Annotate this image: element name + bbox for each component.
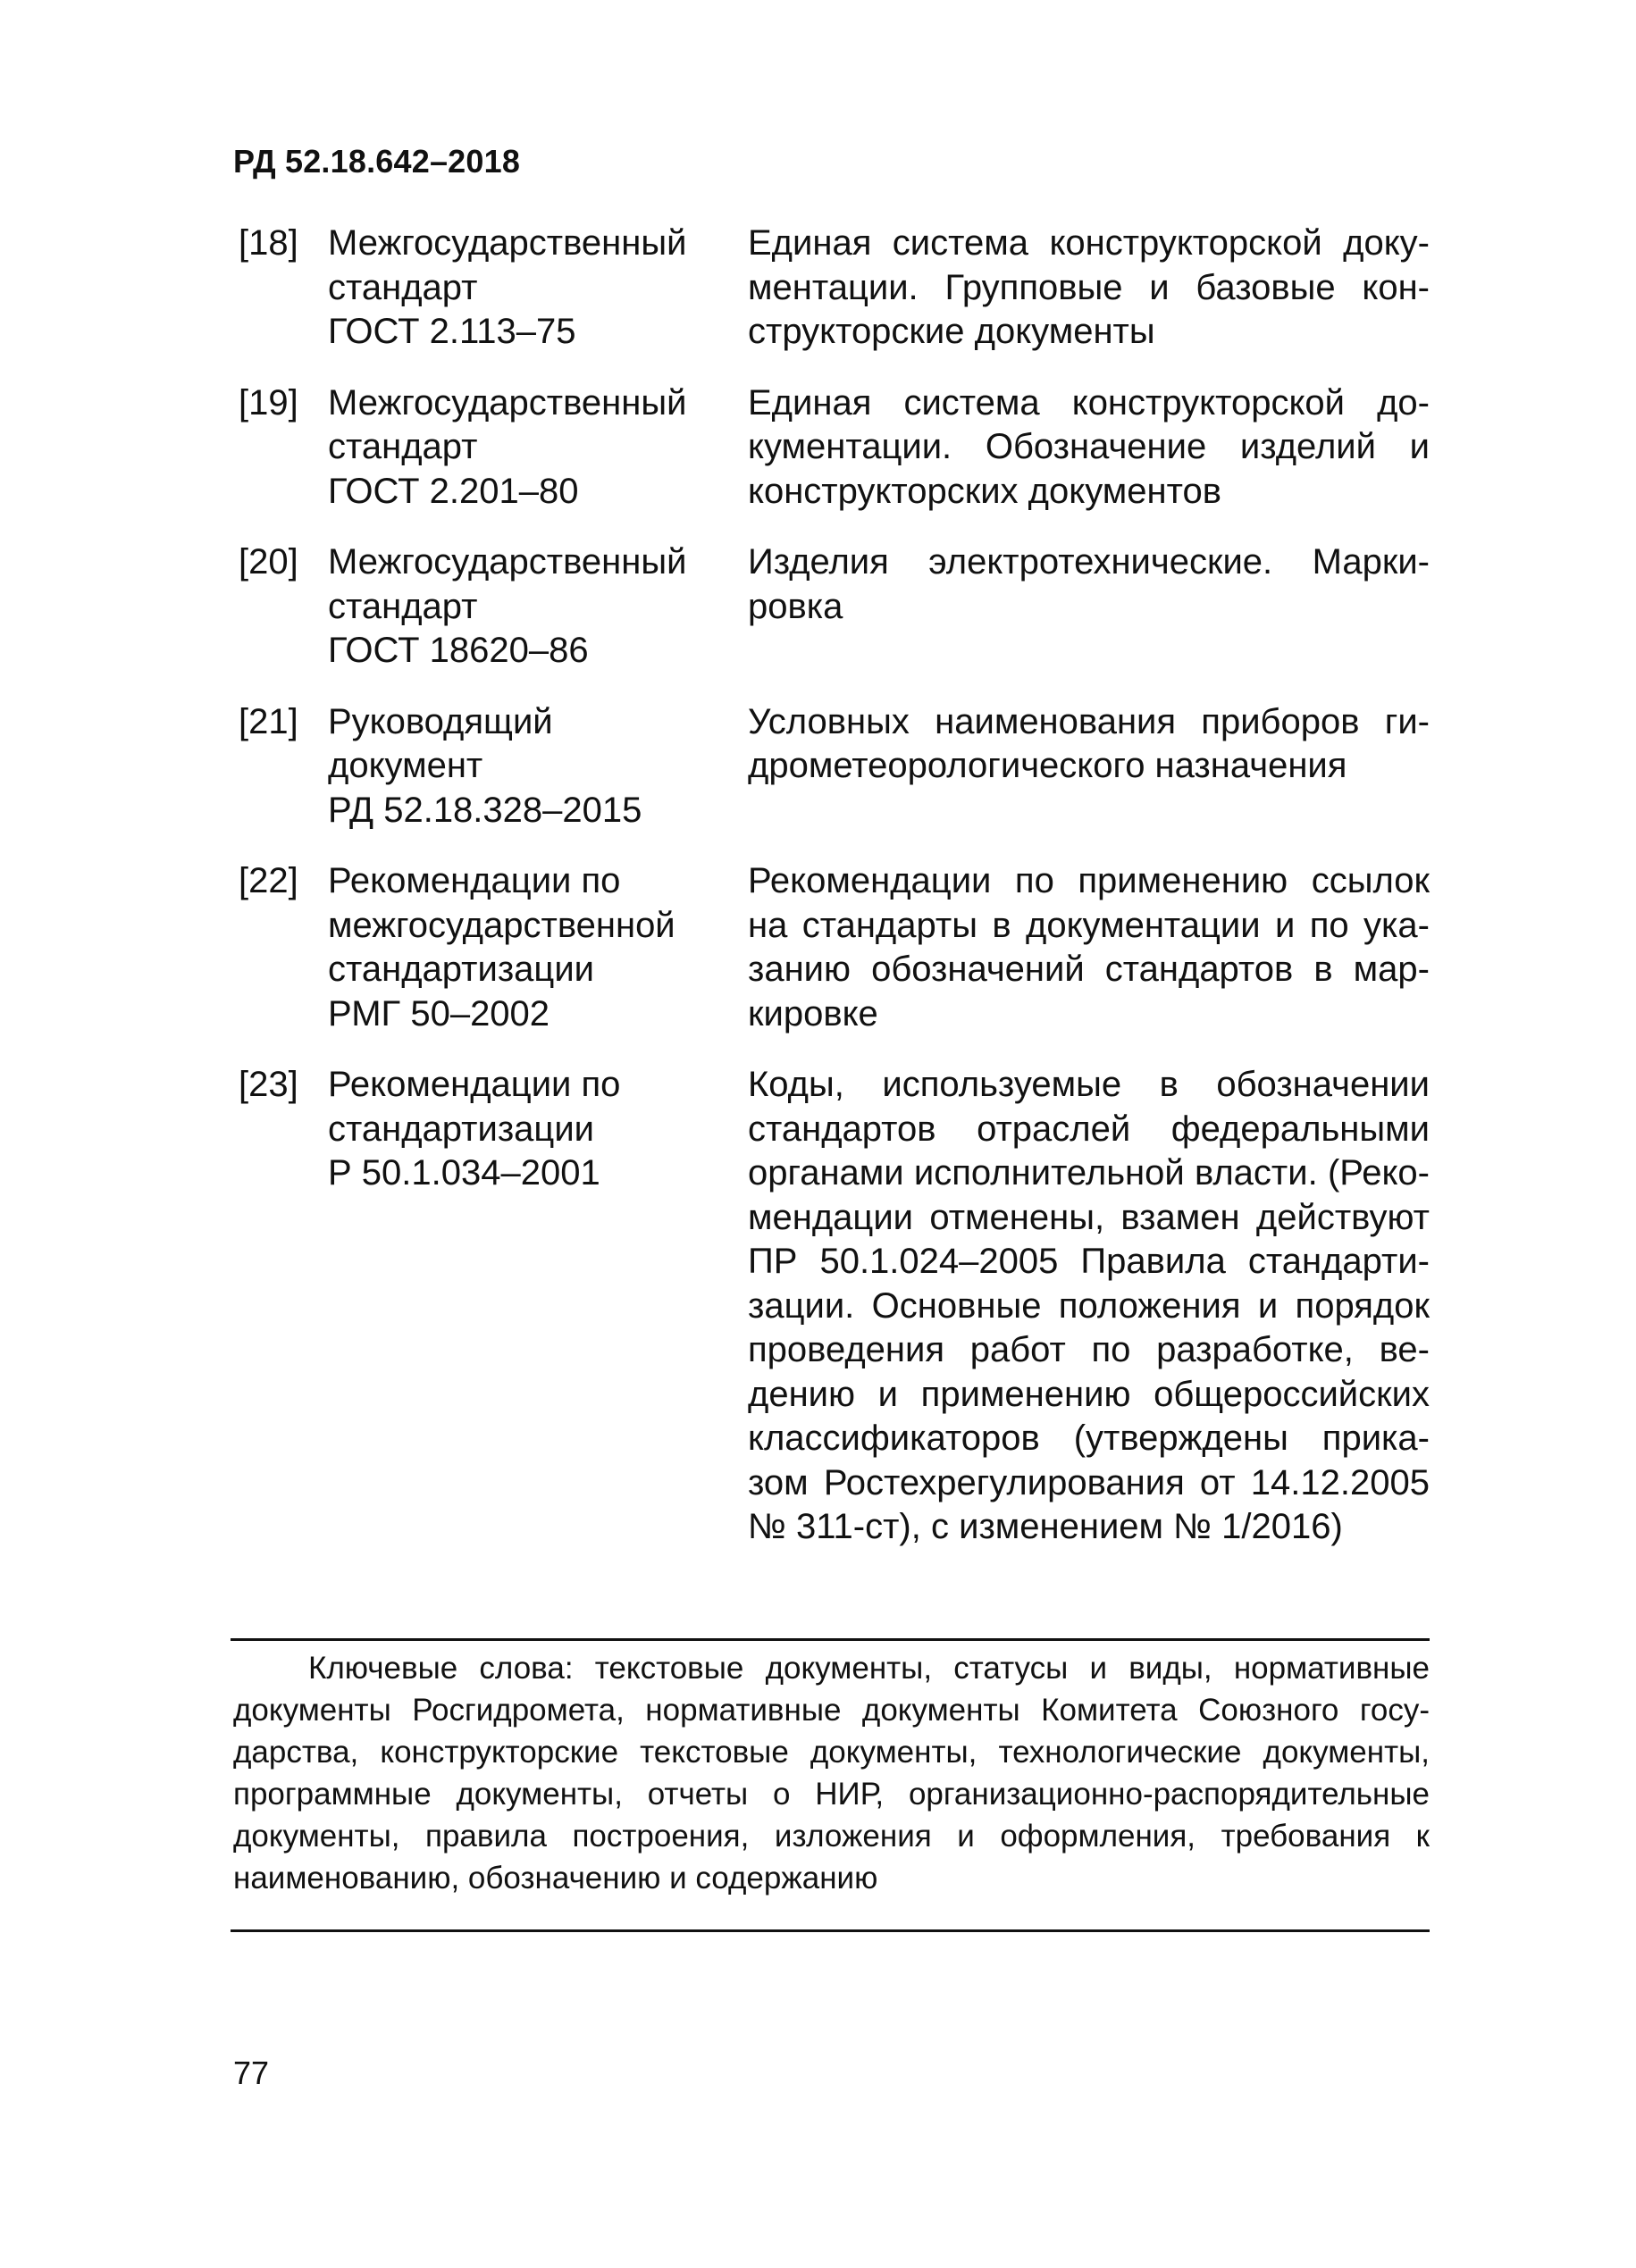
keywords-top-divider	[231, 1638, 1430, 1641]
reference-entry	[239, 381, 1430, 515]
reference-entry	[239, 859, 1430, 1036]
bibliography-list	[239, 222, 1430, 1577]
reference-title: Единая система конструкторской документации. Обозначение изделий и конструкторских документов	[748, 382, 1430, 511]
reference-source: Рекомендации по межгосударственной стандартизации РМГ 50–2002	[328, 861, 675, 1034]
reference-source: Межгосударственный стандарт ГОСТ 2.113–75	[328, 223, 687, 351]
keywords-paragraph: Ключевые слова: текстовые документы, статусы и виды, нормативные документы Росгидромета, нормативные документы Комитета Союзного государства, конструкторские текстовые документы, технологические документы, программные документы, отчеты о НИР, организационно-распорядительные документы, правила построения, изложения и оформления, требования к наименованию, обозначению и содержанию	[233, 1651, 1430, 1896]
reference-number: [22]	[239, 861, 298, 900]
reference-number: [19]	[239, 382, 298, 423]
reference-entry	[239, 540, 1430, 674]
reference-title: Изделия электротехнические. Маркировка	[748, 542, 1430, 626]
reference-entry	[239, 700, 1430, 833]
reference-source: Руководящий документ РД 52.18.328–2015	[328, 701, 642, 830]
reference-entry	[239, 222, 1430, 355]
reference-source: Межгосударственный стандарт ГОСТ 2.201–80	[328, 382, 687, 511]
page-number: 77	[233, 2055, 270, 2091]
reference-number: [21]	[239, 701, 298, 741]
reference-entry	[239, 1063, 1430, 1550]
reference-number: [23]	[239, 1065, 298, 1104]
reference-title: Условных наименования приборов гидрометеорологического назначения	[748, 701, 1430, 785]
reference-title: Единая система конструкторской документации. Групповые и базовые конструкторские документы	[748, 223, 1430, 351]
reference-title: Рекомендации по применению ссылок на стандарты в документации и по указанию обозначений стандартов в маркировке	[748, 861, 1430, 1034]
reference-title: Коды, используемые в обозначении стандартов отраслей федеральными органами исполнительной власти. (Рекомендации отменены, взамен действуют ПР 50.1.024–2005 Правила стандартизации. Основные положения и порядок проведения работ по разработке, ведению и применению общероссийских классификаторов (утверждены приказом Ростехрегулирования от 14.12.2005 № 311-ст), с изменением № 1/2016)	[748, 1065, 1430, 1546]
reference-source: Межгосударственный стандарт ГОСТ 18620–86	[328, 542, 687, 670]
document-code-header: РД 52.18.642–2018	[233, 143, 521, 180]
reference-number: [20]	[239, 542, 298, 582]
keywords-bottom-divider	[231, 1929, 1430, 1932]
reference-number: [18]	[239, 223, 298, 263]
reference-source: Рекомендации по стандартизации Р 50.1.034–2001	[328, 1065, 621, 1193]
